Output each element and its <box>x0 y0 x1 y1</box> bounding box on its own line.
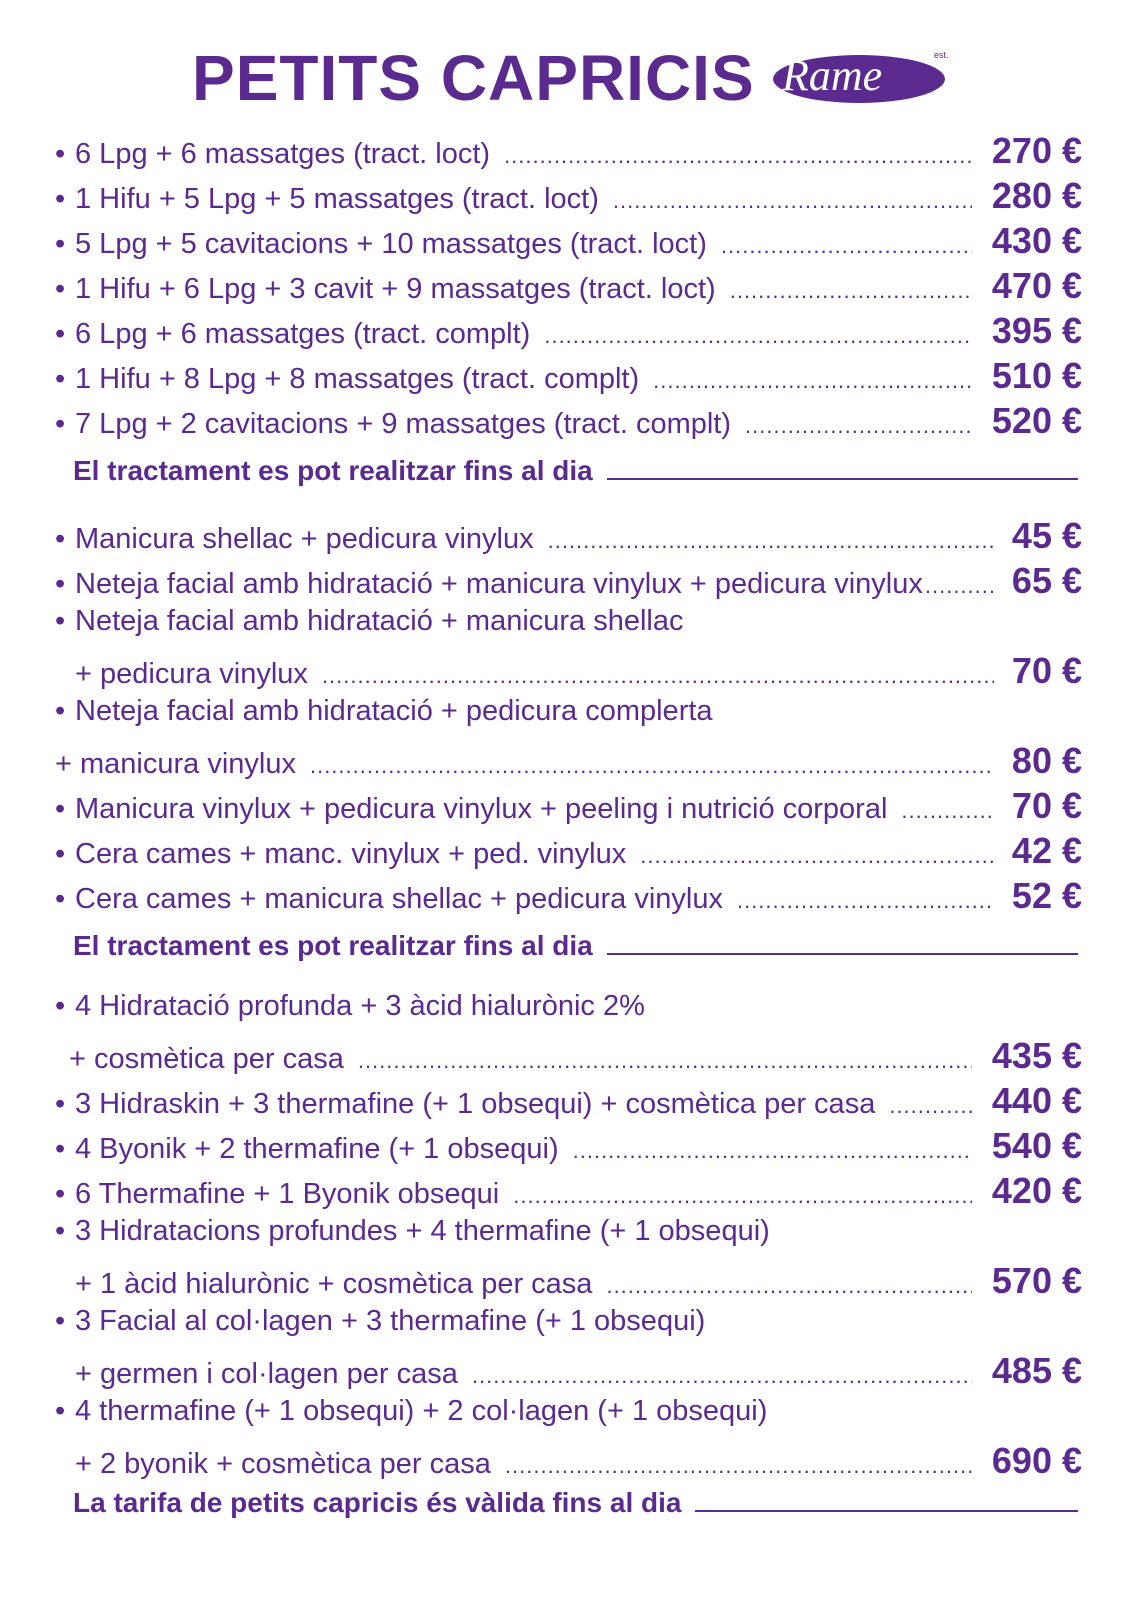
price: 540 € <box>991 1125 1082 1166</box>
list-item: • 4 Hidratació profunda + 3 àcid hialurònic 2% <box>55 990 645 1022</box>
list-item: • 6 Lpg + 6 massatges (tract. loct) ..... 270 € <box>55 130 1082 176</box>
logo-letter: Rame <box>782 51 883 100</box>
price: 440 € <box>991 1080 1082 1121</box>
validity-note: El tractament es pot realitzar fins al dia <box>73 455 1078 495</box>
list-item: • Neteja facial amb hidratació + manicura vinylux + pedicura vinylux ..... 65 € <box>55 560 1082 606</box>
list-item: • 4 thermafine (+ 1 obsequi) + 2 col·lagen (+ 1 obsequi) <box>55 1395 768 1427</box>
list-item-continued: + manicura vinylux ..... 80 € <box>55 740 1082 786</box>
price: 65 € <box>1011 560 1082 601</box>
price: 280 € <box>991 175 1082 216</box>
list-item-continued: + 2 byonik + cosmètica per casa ..... 690 € <box>55 1440 1082 1486</box>
list-item: • 1 Hifu + 6 Lpg + 3 cavit + 9 massatges (tract. loct) ..... 470 € <box>55 265 1082 311</box>
header <box>0 38 1135 118</box>
fill-in-line <box>607 933 1078 955</box>
price: 80 € <box>1011 740 1082 781</box>
validity-note: La tarifa de petits capricis és vàlida fins al dia <box>73 1487 1078 1527</box>
price: 395 € <box>991 310 1082 351</box>
list-item-continued: + germen i col·lagen per casa ..... 485 € <box>55 1350 1082 1396</box>
price: 42 € <box>1011 830 1082 871</box>
price: 270 € <box>991 130 1082 171</box>
list-item: • Manicura vinylux + pedicura vinylux + peeling i nutrició corporal ..... 70 € <box>55 785 1082 831</box>
fill-in-line <box>695 1490 1078 1512</box>
logo-small-text: est. <box>934 50 949 60</box>
list-item: • 3 Facial al col·lagen + 3 thermafine (+ 1 obsequi) <box>55 1305 706 1337</box>
list-item: • Cera cames + manicura shellac + pedicura vinylux ..... 52 € <box>55 875 1082 921</box>
list-item: • 1 Hifu + 5 Lpg + 5 massatges (tract. loct) ..... 280 € <box>55 175 1082 221</box>
list-item: • 5 Lpg + 5 cavitacions + 10 massatges (tract. loct) ..... 430 € <box>55 220 1082 266</box>
page-title: PETITS CAPRICIS <box>192 42 755 114</box>
list-item-continued: + pedicura vinylux ..... 70 € <box>55 650 1082 696</box>
list-item: • Manicura shellac + pedicura vinylux ..... 45 € <box>55 515 1082 561</box>
price: 435 € <box>991 1035 1082 1076</box>
price: 52 € <box>1011 875 1082 916</box>
list-item: • 6 Thermafine + 1 Byonik obsequi ..... 420 € <box>55 1170 1082 1216</box>
list-item: • Neteja facial amb hidratació + manicura shellac <box>55 605 684 637</box>
price: 470 € <box>991 265 1082 306</box>
price: 570 € <box>991 1260 1082 1301</box>
list-item: • 7 Lpg + 2 cavitacions + 9 massatges (tract. complt) ..... 520 € <box>55 400 1082 446</box>
list-item-continued: + 1 àcid hialurònic + cosmètica per casa ..... 570 € <box>55 1260 1082 1306</box>
price: 510 € <box>991 355 1082 396</box>
rame-logo <box>768 46 950 108</box>
list-item: • 3 Hidratacions profundes + 4 thermafine (+ 1 obsequi) <box>55 1215 770 1247</box>
price: 70 € <box>1011 785 1082 826</box>
list-item: • Cera cames + manc. vinylux + ped. vinylux ..... 42 € <box>55 830 1082 876</box>
list-item-continued: + cosmètica per casa ..... 435 € <box>55 1035 1082 1081</box>
list-item: • 1 Hifu + 8 Lpg + 8 massatges (tract. complt) ..... 510 € <box>55 355 1082 401</box>
validity-note: El tractament es pot realitzar fins al dia <box>73 930 1078 970</box>
list-item: • Neteja facial amb hidratació + pedicura complerta <box>55 695 713 727</box>
list-item: • 3 Hidraskin + 3 thermafine (+ 1 obsequi) + cosmètica per casa ..... 440 € <box>55 1080 1082 1126</box>
price: 520 € <box>991 400 1082 441</box>
price: 70 € <box>1011 650 1082 691</box>
price: 485 € <box>991 1350 1082 1391</box>
list-item: • 4 Byonik + 2 thermafine (+ 1 obsequi) ..... 540 € <box>55 1125 1082 1171</box>
price: 45 € <box>1011 515 1082 556</box>
fill-in-line <box>607 458 1078 480</box>
list-item: • 6 Lpg + 6 massatges (tract. complt) ..... 395 € <box>55 310 1082 356</box>
price: 430 € <box>991 220 1082 261</box>
price: 420 € <box>991 1170 1082 1211</box>
price: 690 € <box>991 1440 1082 1481</box>
